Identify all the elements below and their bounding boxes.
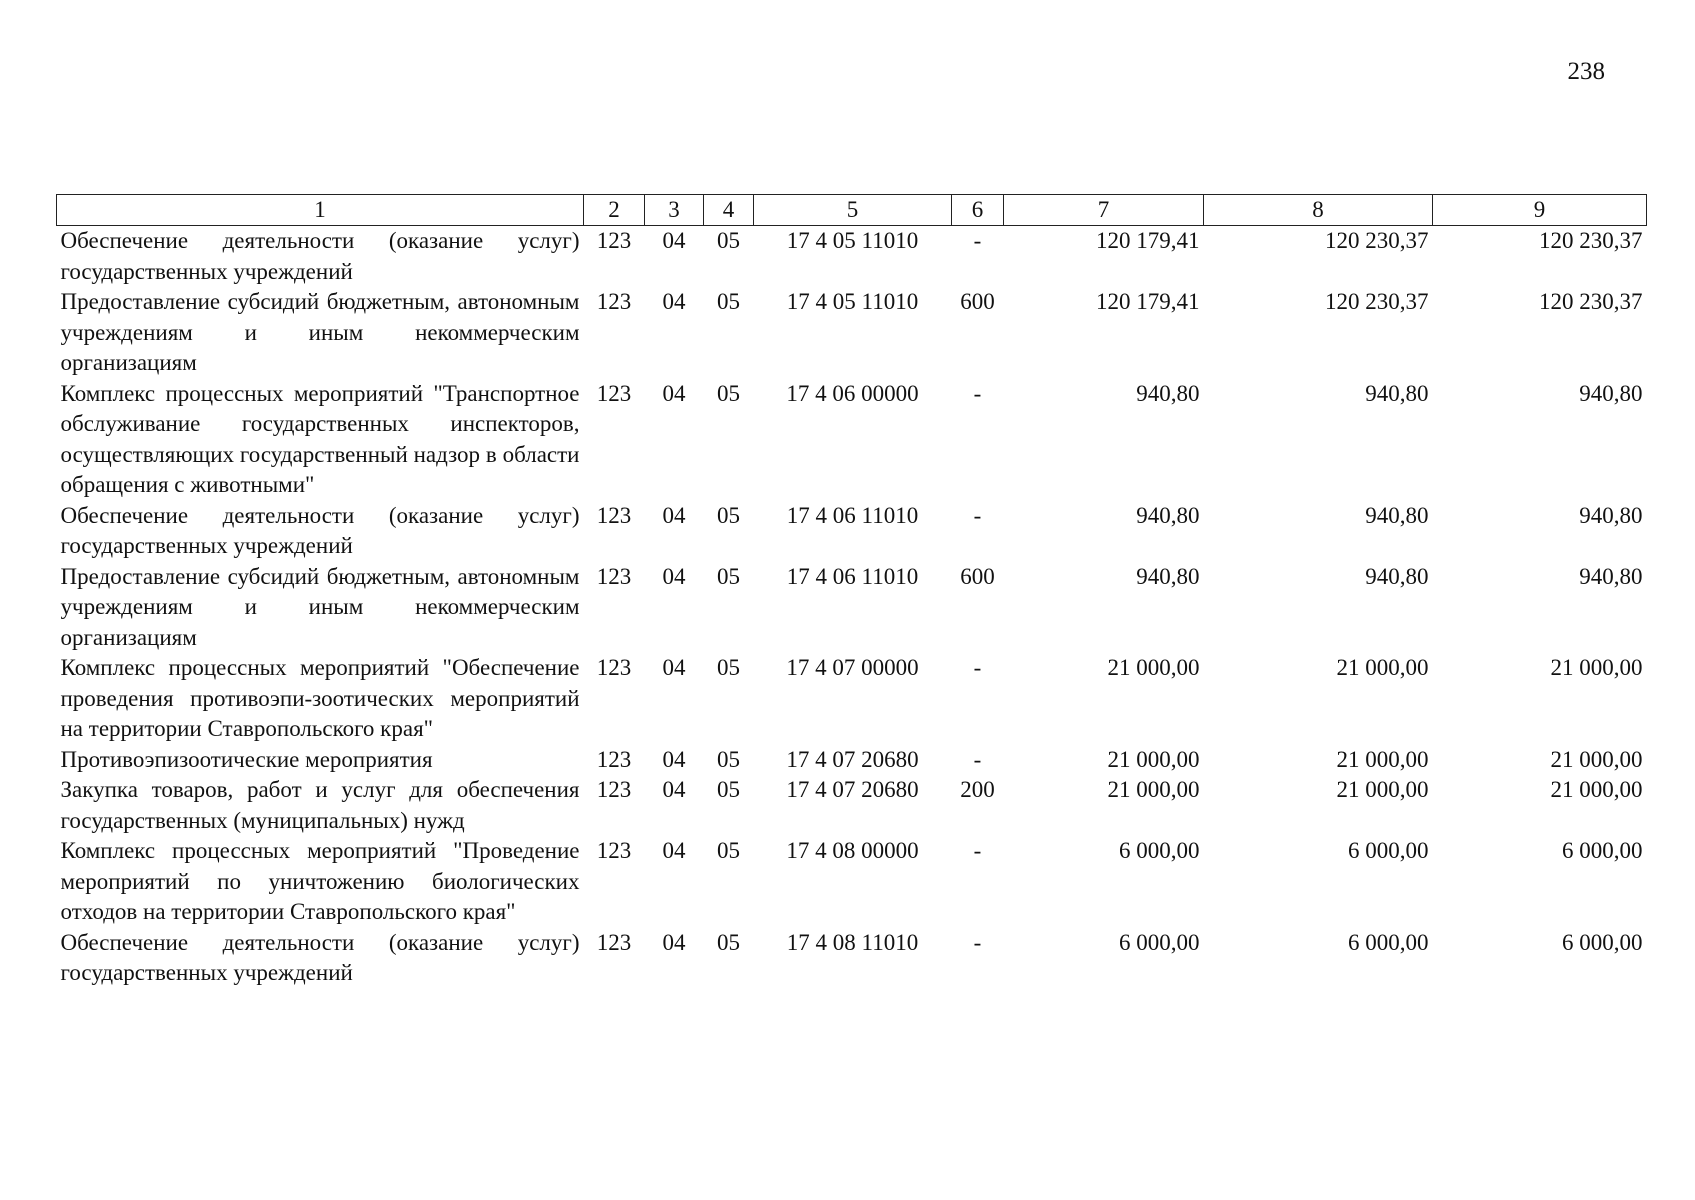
amount-col8-cell: 21 000,00 <box>1336 655 1429 680</box>
subsection-code-cell: 05 <box>717 289 740 314</box>
amount-col8-cell: 21 000,00 <box>1336 777 1429 802</box>
amount-col9-cell: 940,80 <box>1579 563 1643 589</box>
target-article-cell: 17 4 05 11010 <box>786 228 919 253</box>
amount-col7-cell: 6 000,00 <box>1119 838 1200 863</box>
section-code-cell: 04 <box>662 746 686 772</box>
table-header <box>57 195 1647 226</box>
subsection-code-cell: 05 <box>717 838 740 863</box>
table-row <box>57 928 1647 989</box>
amount-col7-cell: 940,80 <box>1136 502 1200 528</box>
target-article-cell: 17 4 06 11010 <box>786 502 919 528</box>
amount-col7-cell: 21 000,00 <box>1107 746 1200 772</box>
target-article-cell: 17 4 07 20680 <box>786 746 919 772</box>
amount-col8-cell: 6 000,00 <box>1348 929 1429 955</box>
amount-col7-cell: 120 179,41 <box>1096 228 1200 253</box>
expense-type-cell: - <box>973 655 982 680</box>
expense-type-cell: - <box>973 929 982 955</box>
row-name-cell: Обеспечение деятельности (оказание услуг) государственных учреждений <box>60 502 580 558</box>
table-row <box>57 287 1647 379</box>
table-row <box>57 379 1647 501</box>
table-row <box>57 775 1647 836</box>
subsection-code-cell: 05 <box>717 228 740 253</box>
row-name-cell: Закупка товаров, работ и услуг для обеспечения государственных (муниципальных) нужд <box>60 777 580 833</box>
budget-table <box>56 194 1647 989</box>
target-article-cell: 17 4 05 11010 <box>786 289 919 314</box>
row-name-cell: Предоставление субсидий бюджетным, автономным учреждениям и иным некоммерческим организациям <box>60 563 580 650</box>
subsection-code-cell: 05 <box>717 380 740 406</box>
subsection-code-cell: 05 <box>717 502 740 528</box>
table-row <box>57 653 1647 745</box>
admin-code-cell: 123 <box>596 655 632 680</box>
admin-code-cell: 123 <box>596 838 632 863</box>
row-name-cell: Обеспечение деятельности (оказание услуг) государственных учреждений <box>60 929 580 985</box>
amount-col9-cell: 120 230,37 <box>1539 289 1643 314</box>
section-code-cell: 04 <box>662 929 686 955</box>
admin-code-cell: 123 <box>596 746 632 772</box>
header-row <box>57 195 1647 226</box>
expense-type-cell: - <box>973 228 982 253</box>
amount-col8-cell: 6 000,00 <box>1348 838 1429 863</box>
target-article-cell: 17 4 08 00000 <box>786 838 919 863</box>
section-code-cell: 04 <box>662 777 686 802</box>
section-code-cell: 04 <box>662 838 686 863</box>
amount-col7-cell: 120 179,41 <box>1096 289 1200 314</box>
expense-type-cell: 200 <box>960 777 995 802</box>
expense-type-cell: - <box>973 746 982 772</box>
expense-type-cell: - <box>973 502 982 528</box>
table-body <box>57 226 1647 989</box>
section-code-cell: 04 <box>662 655 686 680</box>
target-article-cell: 17 4 08 11010 <box>786 929 919 955</box>
header-cell: 7 <box>1004 195 1204 226</box>
amount-col8-cell: 940,80 <box>1365 380 1429 406</box>
amount-col9-cell: 21 000,00 <box>1550 746 1643 772</box>
target-article-cell: 17 4 07 20680 <box>786 777 919 802</box>
amount-col7-cell: 6 000,00 <box>1119 929 1200 955</box>
table-row <box>57 562 1647 654</box>
target-article-cell: 17 4 06 11010 <box>786 563 919 589</box>
header-cell: 3 <box>645 195 704 226</box>
expense-type-cell: 600 <box>960 563 995 589</box>
amount-col7-cell: 21 000,00 <box>1107 777 1200 802</box>
amount-col9-cell: 6 000,00 <box>1562 929 1643 955</box>
amount-col7-cell: 21 000,00 <box>1107 655 1200 680</box>
table-row <box>57 226 1647 288</box>
admin-code-cell: 123 <box>596 777 632 802</box>
table-row <box>57 745 1647 776</box>
target-article-cell: 17 4 07 00000 <box>786 655 919 680</box>
subsection-code-cell: 05 <box>717 777 740 802</box>
amount-col9-cell: 21 000,00 <box>1550 655 1643 680</box>
section-code-cell: 04 <box>662 563 686 589</box>
section-code-cell: 04 <box>662 289 686 314</box>
table-row <box>57 501 1647 562</box>
expense-type-cell: - <box>973 838 982 863</box>
amount-col7-cell: 940,80 <box>1136 380 1200 406</box>
header-cell: 1 <box>57 195 584 226</box>
amount-col9-cell: 6 000,00 <box>1562 838 1643 863</box>
admin-code-cell: 123 <box>596 929 632 955</box>
row-name-cell: Обеспечение деятельности (оказание услуг) государственных учреждений <box>60 228 580 284</box>
amount-col8-cell: 120 230,37 <box>1325 289 1429 314</box>
amount-col9-cell: 940,80 <box>1579 502 1643 528</box>
table-row <box>57 836 1647 928</box>
header-cell: 8 <box>1204 195 1433 226</box>
target-article-cell: 17 4 06 00000 <box>786 380 919 406</box>
row-name-cell: Противоэпизоотические мероприятия <box>60 746 433 772</box>
amount-col7-cell: 940,80 <box>1136 563 1200 589</box>
admin-code-cell: 123 <box>596 289 632 314</box>
header-cell: 5 <box>754 195 952 226</box>
admin-code-cell: 123 <box>596 502 632 528</box>
subsection-code-cell: 05 <box>717 655 740 680</box>
section-code-cell: 04 <box>662 228 686 253</box>
amount-col8-cell: 940,80 <box>1365 563 1429 589</box>
row-name-cell: Предоставление субсидий бюджетным, автономным учреждениям и иным некоммерческим организациям <box>60 289 580 375</box>
section-code-cell: 04 <box>662 502 686 528</box>
amount-col9-cell: 940,80 <box>1579 380 1643 406</box>
row-name-cell: Комплекс процессных мероприятий "Проведение мероприятий по уничтожению биологических отходов на территории Ставропольского края" <box>60 838 580 924</box>
amount-col8-cell: 120 230,37 <box>1325 228 1429 253</box>
expense-type-cell: 600 <box>960 289 995 314</box>
row-name-cell: Комплекс процессных мероприятий "Обеспечение проведения противоэпи-зоотических мероприятий на территории Ставропольского края" <box>60 655 580 741</box>
amount-col8-cell: 940,80 <box>1365 502 1429 528</box>
admin-code-cell: 123 <box>596 563 632 589</box>
page-number: 238 <box>1567 58 1605 85</box>
header-cell: 6 <box>952 195 1004 226</box>
admin-code-cell: 123 <box>596 228 632 253</box>
amount-col9-cell: 120 230,37 <box>1539 228 1643 253</box>
amount-col9-cell: 21 000,00 <box>1550 777 1643 802</box>
admin-code-cell: 123 <box>596 380 632 406</box>
subsection-code-cell: 05 <box>717 746 740 772</box>
subsection-code-cell: 05 <box>717 563 740 589</box>
subsection-code-cell: 05 <box>717 929 740 955</box>
header-cell: 9 <box>1433 195 1647 226</box>
header-cell: 2 <box>584 195 645 226</box>
expense-type-cell: - <box>973 380 982 406</box>
row-name-cell: Комплекс процессных мероприятий "Транспортное обслуживание государственных инспекторов, осуществляющих государственный надзор в области обращения с животными" <box>60 380 580 497</box>
section-code-cell: 04 <box>662 380 686 406</box>
amount-col8-cell: 21 000,00 <box>1336 746 1429 772</box>
header-cell: 4 <box>704 195 754 226</box>
